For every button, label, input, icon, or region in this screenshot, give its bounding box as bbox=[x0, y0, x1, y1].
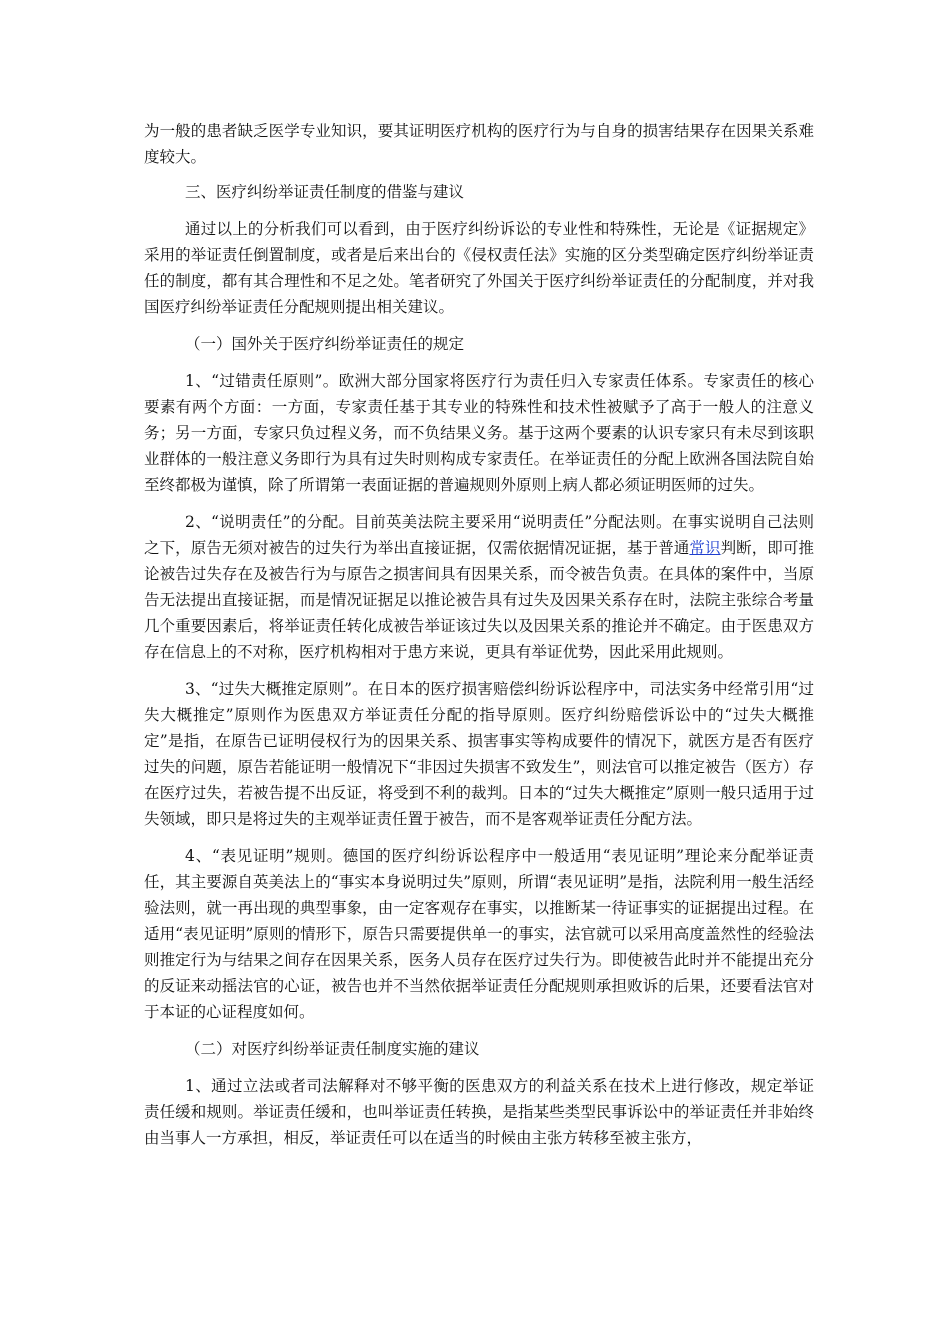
paragraph-explanation-liability bbox=[144, 509, 814, 665]
paragraph-analysis: 通过以上的分析我们可以看到，由于医疗纠纷诉讼的专业性和特殊性，无论是《证据规定》采用的举证责任倒置制度，或者是后来出台的《侵权责任法》实施的区分类型确定医疗纠纷举证责任的制度，都有其合理性和不足之处。笔者研究了外国关于医疗纠纷举证责任的分配制度，并对我国医疗纠纷举证责任分配规则提出相关建议。 bbox=[144, 220, 814, 316]
paragraph-burden-relief: 1、通过立法或者司法解释对不够平衡的医患双方的利益关系在技术上进行修改，规定举证责任缓和规则。举证责任缓和，也叫举证责任转换，是指某些类型民事诉讼中的举证责任并非始终由当事人一方承担，相反，举证责任可以在适当的时候由主张方转移至被主张方， bbox=[144, 1077, 814, 1147]
section-heading-3: 三、医疗纠纷举证责任制度的借鉴与建议 bbox=[185, 183, 465, 201]
common-sense-link[interactable]: 常识 bbox=[689, 539, 721, 557]
paragraph-prima-facie-proof: 4、“表见证明”规则。德国的医疗纠纷诉讼程序中一般适用“表见证明”理论来分配举证责任，其主要源自英美法上的“事实本身说明过失”原则，所谓“表见证明”是指，法院利用一般生活经验法则，就一再出现的典型事象，由一定客观存在事实，以推断某一待证事实的证据提出过程。在适用“表见证明”原则的情形下，原告只需要提供单一的事实，法官就可以采用高度盖然性的经验法则推定行为与结果之间存在因果关系，医务人员存在医疗过失行为。即使被告此时并不能提出充分的反证来动摇法官的心证，被告也并不当然依据举证责任分配规则承担败诉的后果，还要看法官对于本证的心证程度如何。 bbox=[144, 847, 814, 1021]
paragraph-text-part-a: 2、“说明责任”的分配。目前英美法院主要采用“说明责任”分配法则。在事实说明自己法则之下，原告无须对被告的过失行为举出直接证据，仅需依据情况证据，基于普通 bbox=[144, 513, 814, 557]
paragraph-fault-liability: 1、“过错责任原则”。欧洲大部分国家将医疗行为责任归入专家责任体系。专家责任的核心要素有两个方面：一方面，专家责任基于其专业的特殊性和技术性被赋予了高于一般人的注意义务；另一方面，专家只负过程义务，而不负结果义务。基于这两个要素的认识专家只有未尽到该职业群体的一般注意义务即行为具有过失时则构成专家责任。在举证责任的分配上欧洲各国法院自始至终都极为谨慎，除了所谓第一表面证据的普遍规则外原则上病人都必须证明医师的过失。 bbox=[144, 372, 814, 494]
subheading-foreign-rules: （一）国外关于医疗纠纷举证责任的规定 bbox=[185, 335, 465, 353]
paragraph-negligence-presumption: 3、“过失大概推定原则”。在日本的医疗损害赔偿纠纷诉讼程序中，司法实务中经常引用“过失大概推定”原则作为医患双方举证责任分配的指导原则。医疗纠纷赔偿诉讼中的“过失大概推定”是指，在原告已证明侵权行为的因果关系、损害事实等构成要件的情况下，就医方是否有医疗过失的问题，原告若能证明一般情况下“非因过失损害不致发生”，则法官可以推定被告（医方）存在医疗过失，若被告提不出反证，将受到不利的裁判。日本的“过失大概推定”原则一般只适用于过失领域，即只是将过失的主观举证责任置于被告，而不是客观举证责任分配方法。 bbox=[144, 680, 814, 828]
paragraph-text-part-b: 判断，即可推论被告过失存在及被告行为与原告之损害间具有因果关系，而令被告负责。在具体的案件中，当原告无法提出直接证据，而是情况证据足以推论被告具有过失及因果关系存在时，法院主张综合考量几个重要因素后，将举证责任转化成被告举证该过失以及因果关系的推论并不确定。由于医患双方存在信息上的不对称，医疗机构相对于患方来说，更具有举证优势，因此采用此规则。 bbox=[144, 539, 814, 661]
subheading-suggestions: （二）对医疗纠纷举证责任制度实施的建议 bbox=[185, 1040, 480, 1058]
paragraph-continuation: 为一般的患者缺乏医学专业知识，要其证明医疗机构的医疗行为与自身的损害结果存在因果关系难度较大。 bbox=[144, 122, 814, 166]
document-page bbox=[144, 118, 814, 1162]
